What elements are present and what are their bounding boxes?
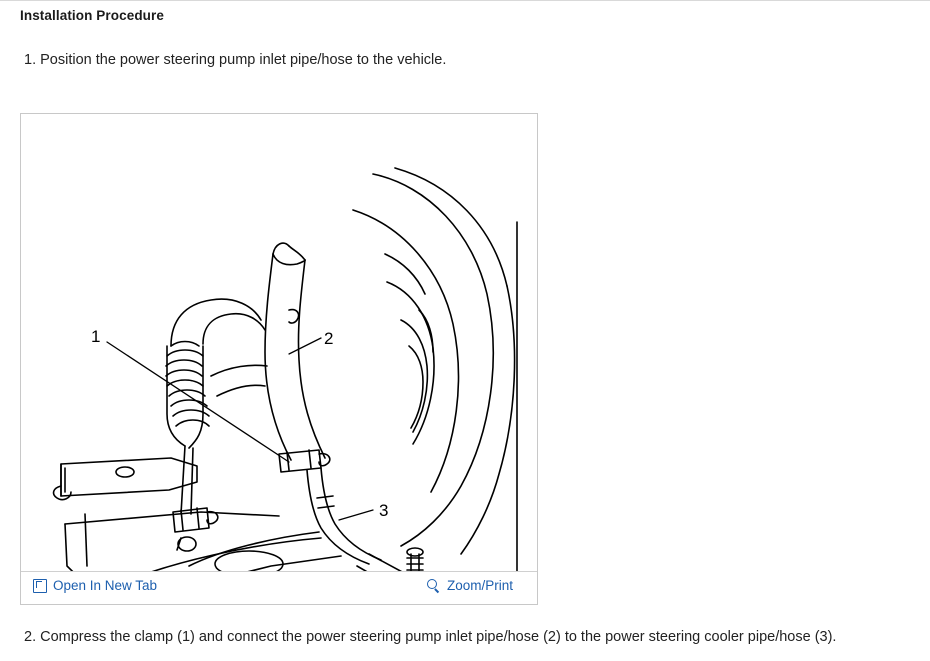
step-1-number: 1. [24,52,37,68]
open-in-new-tab-button[interactable] [33,578,157,593]
step-2-number: 2. [24,629,37,645]
zoom-print-label: Zoom/Print [447,578,514,593]
callout-2: 2 [324,329,334,348]
figure-toolbar [21,571,537,604]
callout-1: 1 [91,327,101,346]
open-in-new-tab-label: Open In New Tab [53,578,158,593]
procedure-step-2 [24,628,836,648]
callout-3: 3 [379,501,389,520]
top-divider [0,0,930,1]
page-title: Installation Procedure [20,8,164,23]
step-1-text: Position the power steering pump inlet pipe/hose to the vehicle. [40,52,447,68]
magnifier-icon [427,579,441,593]
zoom-print-button[interactable] [427,578,513,593]
figure-illustration [21,114,537,572]
figure-container [20,113,538,605]
procedure-step-1 [24,51,446,71]
step-2-text: Compress the clamp (1) and connect the power steering pump inlet pipe/hose (2) to the power steering cooler pipe/hose (3). [40,629,837,645]
open-in-new-tab-icon [33,579,47,593]
